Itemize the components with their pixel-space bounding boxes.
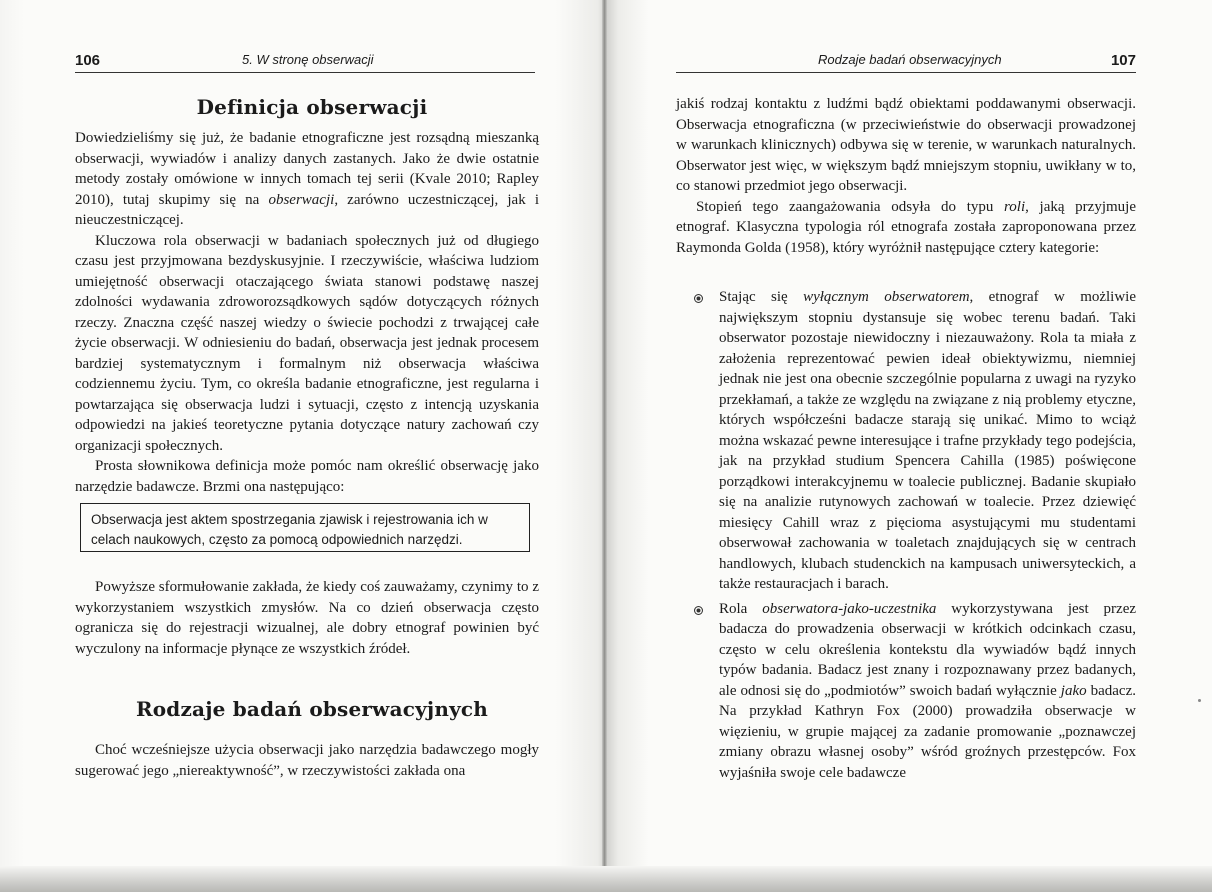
paragraph: Dowiedzieliśmy się już, że badanie etnograficzne jest rozsądną mieszanką obserwacji, wywiadów i analizy danych zastanych. Jako że dwie ostatnie metody zostały omówione w innych tomach tej serii (Kvale 2010; Rapley 2010), tutaj skupimy się na obserwacji, zarówno uczestniczącej, jak i nieuczestniczącej. (75, 130, 539, 228)
left-body-bottom (75, 740, 539, 781)
paragraph: Powyższe sformułowanie zakłada, że kiedy coś zauważamy, czynimy to z wykorzystaniem wszystkich zmysłów. Na co dzień obserwacja często ogranicza się do rejestracji wizualnej, ale dobry etnograf powinien być wyczulony na informacje płynące ze wszystkich źródeł. (75, 579, 539, 657)
right-body-top (676, 94, 1136, 258)
definition-box: Obserwacja jest aktem spostrzegania zjawisk i rejestrowania ich w celach naukowych, często za pomocą odpowiednich narzędzi. (80, 503, 530, 552)
book-gutter (602, 0, 607, 892)
page-bottom-shadow (0, 866, 1212, 892)
left-running-title: 5. W stronę obserwacji (242, 52, 374, 67)
right-running-title: Rodzaje badań obserwacyjnych (818, 52, 1002, 67)
left-page-number: 106 (75, 52, 101, 69)
left-body-top (75, 128, 539, 497)
paragraph: Prosta słownikowa definicja może pomóc nam określić obserwację jako narzędzie badawcze. Brzmi ona następująco: (75, 458, 539, 495)
paragraph: Choć wcześniejsze użycia obserwacji jako narzędzia badawczego mogły sugerować jego „niereaktywność”, w rzeczywistości zakłada ona (75, 742, 539, 779)
observer-roles-list (694, 287, 1136, 787)
list-item: Rola obserwatora-jako-uczestnika wykorzystywana jest przez badacza do prowadzenia obserwacji w krótkich odcinkach czasu, często w celu określenia kontekstu dla wywiadów bądź innych typów badania. Badacz jest znany i rozpoznawany przez badanych, ale odnosi się do „podmiotów” swoich badań wyłącznie jako badacz. Na przykład Kathryn Fox (2000) prowadziła obserwacje w więzieniu, w grupie mającej za zadanie promowanie „poznawczej zmiany obrazu własnej osoby” wśród groźnych przestępców. Fox wyjaśniła swoje cele badawcze (694, 599, 1136, 784)
list-item: Stając się wyłącznym obserwatorem, etnograf w możliwie największym stopniu dystansuje się wobec terenu badań. Taki obserwator pozostaje niewidoczny i niezauważony. Rola ta miała z założenia reprezentować pewien ideał obiektywizmu, niemniej jednak nie jest ona obecnie szczególnie popularna z uwagi na ryzyko przekłamań, a także ze względu na związane z nią problemy etyczne, których współcześni badacze starają się unikać. Mimo to wciąż można wskazać pewne interesujące i trafne przykłady tego podejścia, jak na przykład studium Spencera Cahilla (1985) poświęcone porządkowi interakcyjnemu w toalecie publicznej. Badanie skupiało się na analizie rutynowych zachowań w toalecie. Przez dziewięć miesięcy Cahill wraz z pięcioma asystującymi mu studentami obserwował zachowania w toaletach znajdujących się w centrach handlowych, klubach studenckich na kampusach uniwersyteckich, a także restauracjach i barach. (694, 287, 1136, 595)
left-running-head (75, 50, 535, 73)
bullet-icon (694, 294, 703, 303)
heading-definicja: Definicja obserwacji (196, 95, 428, 119)
left-body-mid (75, 577, 539, 659)
paragraph: Stopień tego zaangażowania odsyła do typu roli, jaką przyjmuje etnograf. Klasyczna typologia ról etnografa została zaproponowana przez Raymonda Golda (1958), który wyróżnił następujące cztery kategorie: (676, 198, 1136, 256)
right-running-head (676, 50, 1136, 73)
scan-speck (1198, 699, 1201, 702)
paragraph: jakiś rodzaj kontaktu z ludźmi bądź obiektami poddawanymi obserwacji. Obserwacja etnograficzna (w przeciwieństwie do obserwacji prowadzonej w warunkach klinicznych) odbywa się w terenie, w warunkach naturalnych. Obserwator jest więc, w większym bądź mniejszym stopniu, uwikłany w to, co stanowi przedmiot jego obserwacji. (676, 96, 1136, 194)
bullet-icon (694, 606, 703, 615)
paragraph: Kluczowa rola obserwacji w badaniach społecznych już od długiego czasu jest przyjmowana bezdyskusyjnie. I rzeczywiście, właściwa ludziom umiejętność obserwacji otaczającego świata stanowi podstawę naszej zdolności wydawania zdroworozsądkowych sądów dotyczących różnych rzeczy. Znaczna część naszej wiedzy o świecie pochodzi z trwającej całe życie obserwacji. W odniesieniu do badań, obserwacja jest jednak procesem bardziej systematycznym i formalnym niż obserwacja właściwa codziennemu życiu. Tym, co określa badanie etnograficzne, jest regularna i powtarzająca się obserwacja ludzi i sytuacji, często z intencją uzyskania odpowiedzi na jakieś teoretyczne pytania dotyczące natury zachowań czy organizacji społecznych. (75, 232, 539, 454)
right-page-number: 107 (1110, 52, 1136, 69)
heading-rodzaje: Rodzaje badań obserwacyjnych (135, 697, 489, 721)
